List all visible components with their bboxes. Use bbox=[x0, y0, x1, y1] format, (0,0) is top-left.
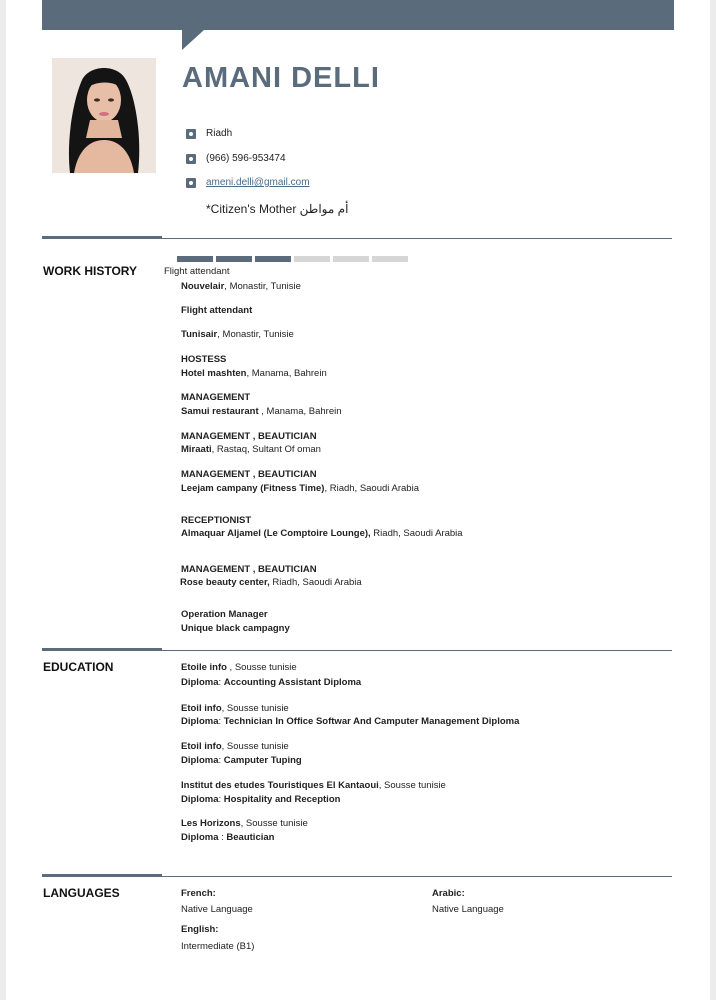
phone-icon bbox=[186, 154, 196, 164]
education-school: Etoile info , Sousse tunisie bbox=[181, 662, 297, 673]
job-role: MANAGEMENT , BEAUTICIAN bbox=[181, 469, 317, 480]
education-school: Les Horizons, Sousse tunisie bbox=[181, 818, 308, 829]
job-role: MANAGEMENT bbox=[181, 392, 251, 403]
job-role: Flight attendant bbox=[181, 305, 253, 316]
profile-photo-graphic bbox=[52, 58, 156, 173]
skill-segment-filled bbox=[255, 256, 291, 262]
job-employer: Unique black campagny bbox=[181, 623, 290, 634]
candidate-name: AMANI DELLI bbox=[182, 62, 380, 94]
job-employer: Rose beauty center, Riadh, Saoudi Arabia bbox=[180, 577, 362, 588]
job-employer: Tunisair, Monastir, Tunisie bbox=[181, 329, 294, 340]
profile-photo bbox=[52, 58, 156, 173]
job-role: MANAGEMENT , BEAUTICIAN bbox=[181, 431, 317, 442]
contact-location bbox=[186, 128, 232, 139]
education-diploma: Diploma : Beautician bbox=[181, 832, 275, 843]
contact-phone bbox=[186, 153, 286, 164]
job-employer: Nouvelair, Monastir, Tunisie bbox=[181, 281, 301, 292]
citizen-note: *Citizen's Mother أم مواطن bbox=[206, 202, 349, 216]
skill-level-bars bbox=[177, 256, 411, 262]
education-diploma: Diploma: Technician In Office Softwar And Camputer Management Diploma bbox=[181, 716, 520, 727]
education-school: Etoil info, Sousse tunisie bbox=[181, 741, 289, 752]
location-text: Riadh bbox=[206, 128, 233, 139]
page-edge-right bbox=[710, 0, 716, 1000]
language-level: Intermediate (B1) bbox=[181, 941, 255, 952]
section-rule-thick bbox=[42, 648, 162, 651]
job-employer: Almaquar Aljamel (Le Comptoire Lounge), Riadh, Saoudi Arabia bbox=[181, 528, 463, 539]
skill-segment-empty bbox=[294, 256, 330, 262]
language-name: English: bbox=[181, 924, 219, 935]
section-rule-thin bbox=[162, 238, 672, 239]
contact-email bbox=[186, 177, 310, 188]
section-rule-thin bbox=[162, 876, 672, 877]
job-role: HOSTESS bbox=[181, 354, 227, 365]
location-pin-icon bbox=[186, 129, 196, 139]
education-diploma: Diploma: Camputer Tuping bbox=[181, 755, 302, 766]
education-diploma: Diploma: Accounting Assistant Diploma bbox=[181, 677, 362, 688]
job-role: MANAGEMENT , BEAUTICIAN bbox=[181, 564, 317, 575]
education-school: Etoil info, Sousse tunisie bbox=[181, 703, 289, 714]
top-banner bbox=[42, 0, 674, 30]
education-title: EDUCATION bbox=[43, 660, 114, 674]
languages-title: LANGUAGES bbox=[43, 886, 120, 900]
education-school: Institut des etudes Touristiques El Kantaoui, Sousse tunisie bbox=[181, 780, 446, 791]
language-level: Native Language bbox=[432, 904, 504, 915]
job-employer: Samui restaurant , Manama, Bahrein bbox=[181, 406, 342, 417]
language-level: Native Language bbox=[181, 904, 253, 915]
mail-icon bbox=[186, 178, 196, 188]
job-role: Operation Manager bbox=[181, 609, 268, 620]
section-rule-thin bbox=[162, 650, 672, 651]
skill-segment-empty bbox=[372, 256, 408, 262]
section-rule-thick bbox=[42, 236, 162, 239]
job-role: RECEPTIONIST bbox=[181, 515, 252, 526]
banner-tab bbox=[182, 30, 204, 50]
skill-segment-filled bbox=[216, 256, 252, 262]
skill-segment-empty bbox=[333, 256, 369, 262]
language-name: French: bbox=[181, 888, 216, 899]
page-edge-left bbox=[0, 0, 6, 1000]
phone-text: (966) 596-953474 bbox=[206, 153, 286, 164]
job-employer: Miraati, Rastaq, Sultant Of oman bbox=[181, 444, 321, 455]
education-diploma: Diploma: Hospitality and Reception bbox=[181, 794, 341, 805]
job-role: Flight attendant bbox=[164, 266, 230, 277]
email-link[interactable]: ameni.delli@gmail.com bbox=[206, 177, 310, 188]
language-name: Arabic: bbox=[432, 888, 465, 899]
section-rule-thick bbox=[42, 874, 162, 877]
skill-segment-filled bbox=[177, 256, 213, 262]
job-employer: Leejam campany (Fitness Time), Riadh, Saoudi Arabia bbox=[181, 483, 419, 494]
job-employer: Hotel mashten, Manama, Bahrein bbox=[181, 368, 327, 379]
work-history-title: WORK HISTORY bbox=[43, 264, 138, 278]
